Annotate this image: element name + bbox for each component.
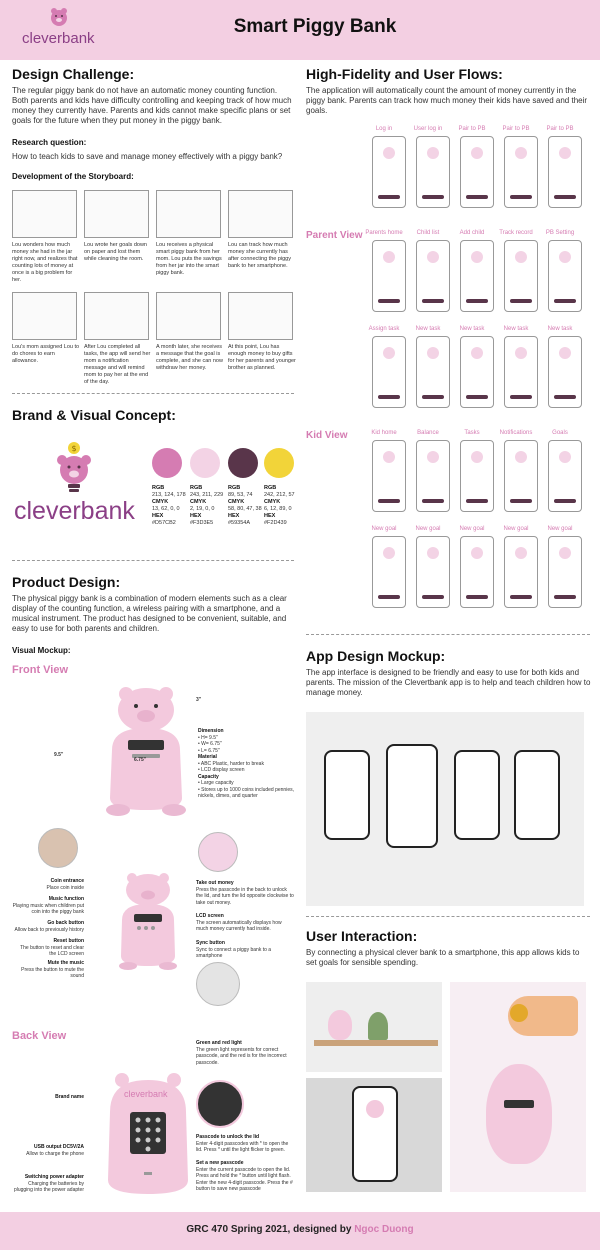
front-right-note-1: Take out money Press the passcode in the back to unlock the lid, and turn the lid opposite clockwise to take out money. <box>196 880 294 906</box>
flow-phone-avatar <box>383 547 395 559</box>
product-design-body: The physical piggy bank is a combination of modern elements such as a clear display of the counting function, a wireless pairing with a smartphone, and a musical instrument. The product has designed to be convenient, suitable, and easy to use for both parents and children. <box>12 594 287 633</box>
mockup-phone-4 <box>514 750 560 840</box>
flow-phone-avatar <box>383 251 395 263</box>
flow-phone-screen <box>372 136 406 208</box>
desk-shelf <box>314 1040 438 1046</box>
front-left-note-4: Reset button The button to reset and clear the LCD screen <box>20 938 84 957</box>
interaction-photo-coin <box>450 982 586 1192</box>
mockup-phone-3 <box>454 750 500 840</box>
back-brand-text: cleverbank <box>124 1089 168 1099</box>
svg-text:$: $ <box>71 444 77 453</box>
flow-phone-button <box>466 499 488 503</box>
flow-phone-screen <box>548 440 582 512</box>
flow-phone-avatar <box>559 547 571 559</box>
flow-phone-button <box>422 195 444 199</box>
flow-label: Goals <box>552 430 568 436</box>
storyboard-frame-6 <box>84 292 149 340</box>
flow-label: New task <box>415 326 441 332</box>
mockup-phone-2 <box>386 744 438 848</box>
mockup-phone-1 <box>324 750 370 840</box>
back-right-note-3: Set a new passcode Enter the current passcode to open the lid. Press and hold the * button until light flash. Enter the new 4-digit passcode. Press the # button to save new passcode <box>196 1160 293 1192</box>
flow-label: Pair to PB <box>502 126 530 132</box>
flow-label: Log in <box>375 126 393 132</box>
research-question-text: How to teach kids to save and manage money effectively with a piggy bank? <box>12 152 283 161</box>
flow-phone-avatar <box>427 251 439 263</box>
flow-phone-screen <box>372 240 406 312</box>
interaction-heading: User Interaction: <box>306 928 418 944</box>
flow-phone-screen <box>548 536 582 608</box>
front-detail-pig-illustration <box>112 868 184 972</box>
flow-phone-button <box>378 395 400 399</box>
flows-body: The application will automatically count the amount of money currently in the piggy bank. Parents can track how much money their kids have saved and their goals. <box>306 86 588 115</box>
flow-phone-button <box>554 395 576 399</box>
coin-photo-lcd <box>504 1100 534 1108</box>
footer-author: Ngoc Duong <box>354 1224 414 1235</box>
flow-phone-button <box>554 195 576 199</box>
brand-logo-text: cleverbank <box>14 497 135 525</box>
design-challenge-body: The regular piggy bank do not have an automatic money counting function. Both parents and kids have difficulty controlling and keeping track of how much money they currently have. Parents and kids cannot make specific plans or set goals for the future when they put money in the piggy bank. <box>12 86 292 125</box>
divider-1 <box>12 393 294 394</box>
dim-6-75: 6.75" <box>134 757 147 763</box>
page-title: Smart Piggy Bank <box>233 16 397 37</box>
flow-label: PB Setting <box>545 230 575 236</box>
divider-3 <box>306 634 590 635</box>
back-right-note-1: Green and red light The green light represents for correct passcode, and the red is for the incorrect passcode. <box>196 1040 287 1066</box>
flow-phone-avatar <box>471 147 483 159</box>
flow-phone-button <box>554 499 576 503</box>
design-challenge-heading: Design Challenge: <box>12 66 135 82</box>
header-logo-text: cleverbank <box>22 30 95 47</box>
flow-phone-screen <box>548 136 582 208</box>
flow-phone-button <box>422 595 444 599</box>
flow-phone-avatar <box>427 547 439 559</box>
flow-phone-screen <box>460 240 494 312</box>
storyboard-caption-1: Lou wonders how much money she had in the jar right now, and realizes that counting lots of money at once is a big problem for her. <box>12 242 78 283</box>
flow-label: New goal <box>415 526 441 532</box>
flow-phone-avatar <box>559 147 571 159</box>
flows-heading: High-Fidelity and User Flows: <box>306 66 503 82</box>
storyboard-caption-5: Lou's mom assigned Lou to do chores to earn allowance. <box>12 344 80 364</box>
interaction-photo-desk <box>306 982 442 1072</box>
flow-phone-button <box>466 595 488 599</box>
storyboard-frame-7 <box>156 292 221 340</box>
flow-phone-button <box>422 395 444 399</box>
header-pig-logo-icon <box>48 6 70 28</box>
flow-phone-screen <box>372 440 406 512</box>
flow-label: User log in <box>413 126 443 132</box>
storyboard-caption-7: A month later, she receives a message that the goal is complete, and she can now withdraw her money. <box>156 344 223 371</box>
color-info-3: RGB 89, 53, 74 CMYK 58, 80, 47, 38 HEX #59354A <box>228 485 262 526</box>
flow-label: New goal <box>371 526 397 532</box>
flow-label: Notifications <box>499 430 533 436</box>
flow-phone-screen <box>504 440 538 512</box>
flow-phone-screen <box>416 536 450 608</box>
flow-label: Parents home <box>365 230 403 236</box>
flow-label: New task <box>459 326 485 332</box>
flow-phone-screen <box>460 440 494 512</box>
front-view-label: Front View <box>12 664 69 676</box>
front-left-note-1: Coin entrance Place coin inside <box>46 878 84 891</box>
storyboard-frame-4 <box>228 190 293 238</box>
storyboard-caption-3: Lou receives a physical smart piggy bank from her mom. Lou puts the savings from her jar into the smart piggy bank. <box>156 242 222 276</box>
flow-phone-avatar <box>515 451 527 463</box>
flow-phone-screen <box>460 136 494 208</box>
flow-phone-button <box>510 595 532 599</box>
flow-phone-button <box>422 499 444 503</box>
divider-2 <box>12 560 294 561</box>
spec-block: Dimension • H= 9.5" • W= 6.75" • L= 6.75" Material • ABC Plastic, harder to break • LCD display screen Capacity • Large capacity • Stores up to 1000 coins included pennies, nickels, dimes, and quarter <box>198 728 294 799</box>
app-mockup-body: The app interface is designed to be friendly and easy to use for both kids and parents. The mission of the Clevertbank app is to help and teach children how to manage money. <box>306 668 591 697</box>
flow-phone-avatar <box>559 347 571 359</box>
storyboard-label: Development of the Storyboard: <box>12 172 134 181</box>
flow-phone-button <box>422 299 444 303</box>
back-left-note-2: USB output DC5V/2A Allow to charge the phone <box>26 1144 84 1157</box>
flow-phone-button <box>510 195 532 199</box>
flow-phone-avatar <box>471 451 483 463</box>
flow-phone-screen <box>416 336 450 408</box>
front-left-note-3: Go back button Allow back to previously history <box>14 920 84 933</box>
footer-banner <box>0 1212 600 1250</box>
back-right-note-2: Passcode to unlock the lid Enter 4-digit passcodes with * to open the lid. Press * until the light flicker to green. <box>196 1134 289 1153</box>
take-out-money-photo <box>198 832 238 872</box>
storyboard-caption-2: Lou wrote her goals down on paper and lost them while cleaning the room. <box>84 242 147 262</box>
flow-label: Assign task <box>368 326 400 332</box>
flow-phone-avatar <box>515 147 527 159</box>
back-left-note-3: Switching power adapter Charging the batteries by plugging into the power adapter <box>13 1174 84 1193</box>
visual-mockup-label: Visual Mockup: <box>12 646 71 655</box>
storyboard-frame-2 <box>84 190 149 238</box>
back-left-note-1: Brand name <box>55 1094 84 1100</box>
flow-phone-avatar <box>515 347 527 359</box>
flow-phone-screen <box>460 536 494 608</box>
storyboard-frame-3 <box>156 190 221 238</box>
flow-phone-screen <box>416 240 450 312</box>
flow-label: New task <box>547 326 573 332</box>
desk-plant <box>368 1012 388 1040</box>
flow-phone-button <box>510 299 532 303</box>
flow-phone-avatar <box>515 547 527 559</box>
storyboard-frame-1 <box>12 190 77 238</box>
flow-phone-avatar <box>383 451 395 463</box>
flow-phone-button <box>510 395 532 399</box>
flow-label: New goal <box>547 526 573 532</box>
flow-phone-avatar <box>471 347 483 359</box>
flow-phone-screen <box>416 440 450 512</box>
storyboard-frame-8 <box>228 292 293 340</box>
flow-phone-avatar <box>427 451 439 463</box>
hand-phone-avatar <box>366 1100 384 1118</box>
footer-credit <box>0 1224 600 1235</box>
flow-phone-screen <box>504 136 538 208</box>
divider-4 <box>306 916 590 917</box>
flow-phone-avatar <box>427 347 439 359</box>
desk-pig <box>328 1010 352 1040</box>
product-design-heading: Product Design: <box>12 574 121 590</box>
flow-label: Pair to PB <box>546 126 574 132</box>
flow-label: Kid home <box>371 430 397 436</box>
flow-phone-button <box>466 195 488 199</box>
flow-phone-avatar <box>515 251 527 263</box>
storyboard-caption-8: At this point, Lou has enough money to buy gifts for her parents and younger brother as planned. <box>228 344 296 371</box>
flow-phone-button <box>466 299 488 303</box>
brand-pig-bulb-icon <box>52 440 96 500</box>
flow-phone-screen <box>504 536 538 608</box>
flow-label: New task <box>503 326 529 332</box>
footer-text: GRC 470 Spring 2021, designed by <box>186 1224 355 1235</box>
flow-phone-avatar <box>471 547 483 559</box>
flow-phone-button <box>466 395 488 399</box>
flow-phone-button <box>378 299 400 303</box>
flow-label: Tasks <box>464 430 480 436</box>
flow-label: Balance <box>417 430 439 436</box>
flow-phone-button <box>378 595 400 599</box>
flow-phone-screen <box>504 336 538 408</box>
storyboard-frame-5 <box>12 292 77 340</box>
brand-heading: Brand & Visual Concept: <box>12 407 176 423</box>
interaction-photo-phone <box>306 1078 442 1192</box>
flow-phone-avatar <box>427 147 439 159</box>
flow-phone-button <box>510 499 532 503</box>
color-info-2: RGB 243, 211, 229 CMYK 2, 19, 0, 0 HEX #F3D3E5 <box>190 485 224 526</box>
flow-phone-avatar <box>471 251 483 263</box>
storyboard-caption-6: After Lou completed all tasks, the app will send her mom a notification message and will remind mom to pay her at the end of the day. <box>84 344 151 385</box>
flow-phone-screen <box>372 336 406 408</box>
flow-phone-screen <box>372 536 406 608</box>
interaction-body: By connecting a physical clever bank to a smartphone, this app allows kids to set goals for sensible spending. <box>306 948 580 967</box>
flow-phone-screen <box>504 240 538 312</box>
flow-label: Add child <box>459 230 485 236</box>
flow-phone-screen <box>548 240 582 312</box>
flow-label: Pair to PB <box>458 126 486 132</box>
flow-label: Track record <box>499 230 533 236</box>
parent-view-label: Parent View <box>306 230 363 241</box>
flow-phone-screen <box>416 136 450 208</box>
flow-phone-avatar <box>383 147 395 159</box>
color-info-1: RGB 213, 124, 178 CMYK 13, 62, 0, 0 HEX #D57CB2 <box>152 485 186 526</box>
flow-label: New goal <box>459 526 485 532</box>
flow-phone-screen <box>460 336 494 408</box>
flow-phone-button <box>554 299 576 303</box>
app-mockup-image <box>306 712 584 906</box>
swatch-yellow <box>264 448 294 478</box>
flow-phone-button <box>378 499 400 503</box>
flow-label: Child list <box>416 230 440 236</box>
keypad-closeup-photo <box>196 1080 244 1128</box>
kid-view-label: Kid View <box>306 430 348 441</box>
swatch-plum <box>228 448 258 478</box>
front-left-note-5: Mute the music Press the button to mute the sound <box>21 960 84 979</box>
coin-icon <box>510 1004 528 1022</box>
color-info-4: RGB 242, 212, 57 CMYK 6, 12, 89, 0 HEX #F2D439 <box>264 485 295 526</box>
flow-phone-avatar <box>559 451 571 463</box>
flow-label: New goal <box>503 526 529 532</box>
flow-phone-screen <box>548 336 582 408</box>
flow-phone-button <box>378 195 400 199</box>
coin-photo-pig <box>486 1064 552 1164</box>
flow-phone-avatar <box>383 347 395 359</box>
front-pig-illustration <box>98 680 194 820</box>
swatch-light-pink <box>190 448 220 478</box>
research-question-label: Research question: <box>12 138 87 147</box>
flow-phone-avatar <box>559 251 571 263</box>
dim-3: 3" <box>196 697 202 703</box>
front-right-note-2: LCD screen The screen automatically displays how much money currently had inside. <box>196 913 282 932</box>
swatch-pink <box>152 448 182 478</box>
header-banner <box>0 0 600 60</box>
flow-phone-button <box>554 595 576 599</box>
sync-phone-photo <box>196 962 240 1006</box>
app-mockup-heading: App Design Mockup: <box>306 648 446 664</box>
front-right-note-3: Sync button Sync to connect a piggy bank to a smartphone <box>196 940 272 959</box>
dim-9-5: 9.5" <box>54 752 64 758</box>
coin-entrance-photo <box>38 828 78 868</box>
storyboard-caption-4: Lou can track how much money she currently has after connecting the piggy bank to her smartphone. <box>228 242 291 269</box>
back-view-label: Back View <box>12 1030 67 1042</box>
front-left-note-2: Music function Playing music when children put coin into the piggy bank <box>12 896 84 915</box>
